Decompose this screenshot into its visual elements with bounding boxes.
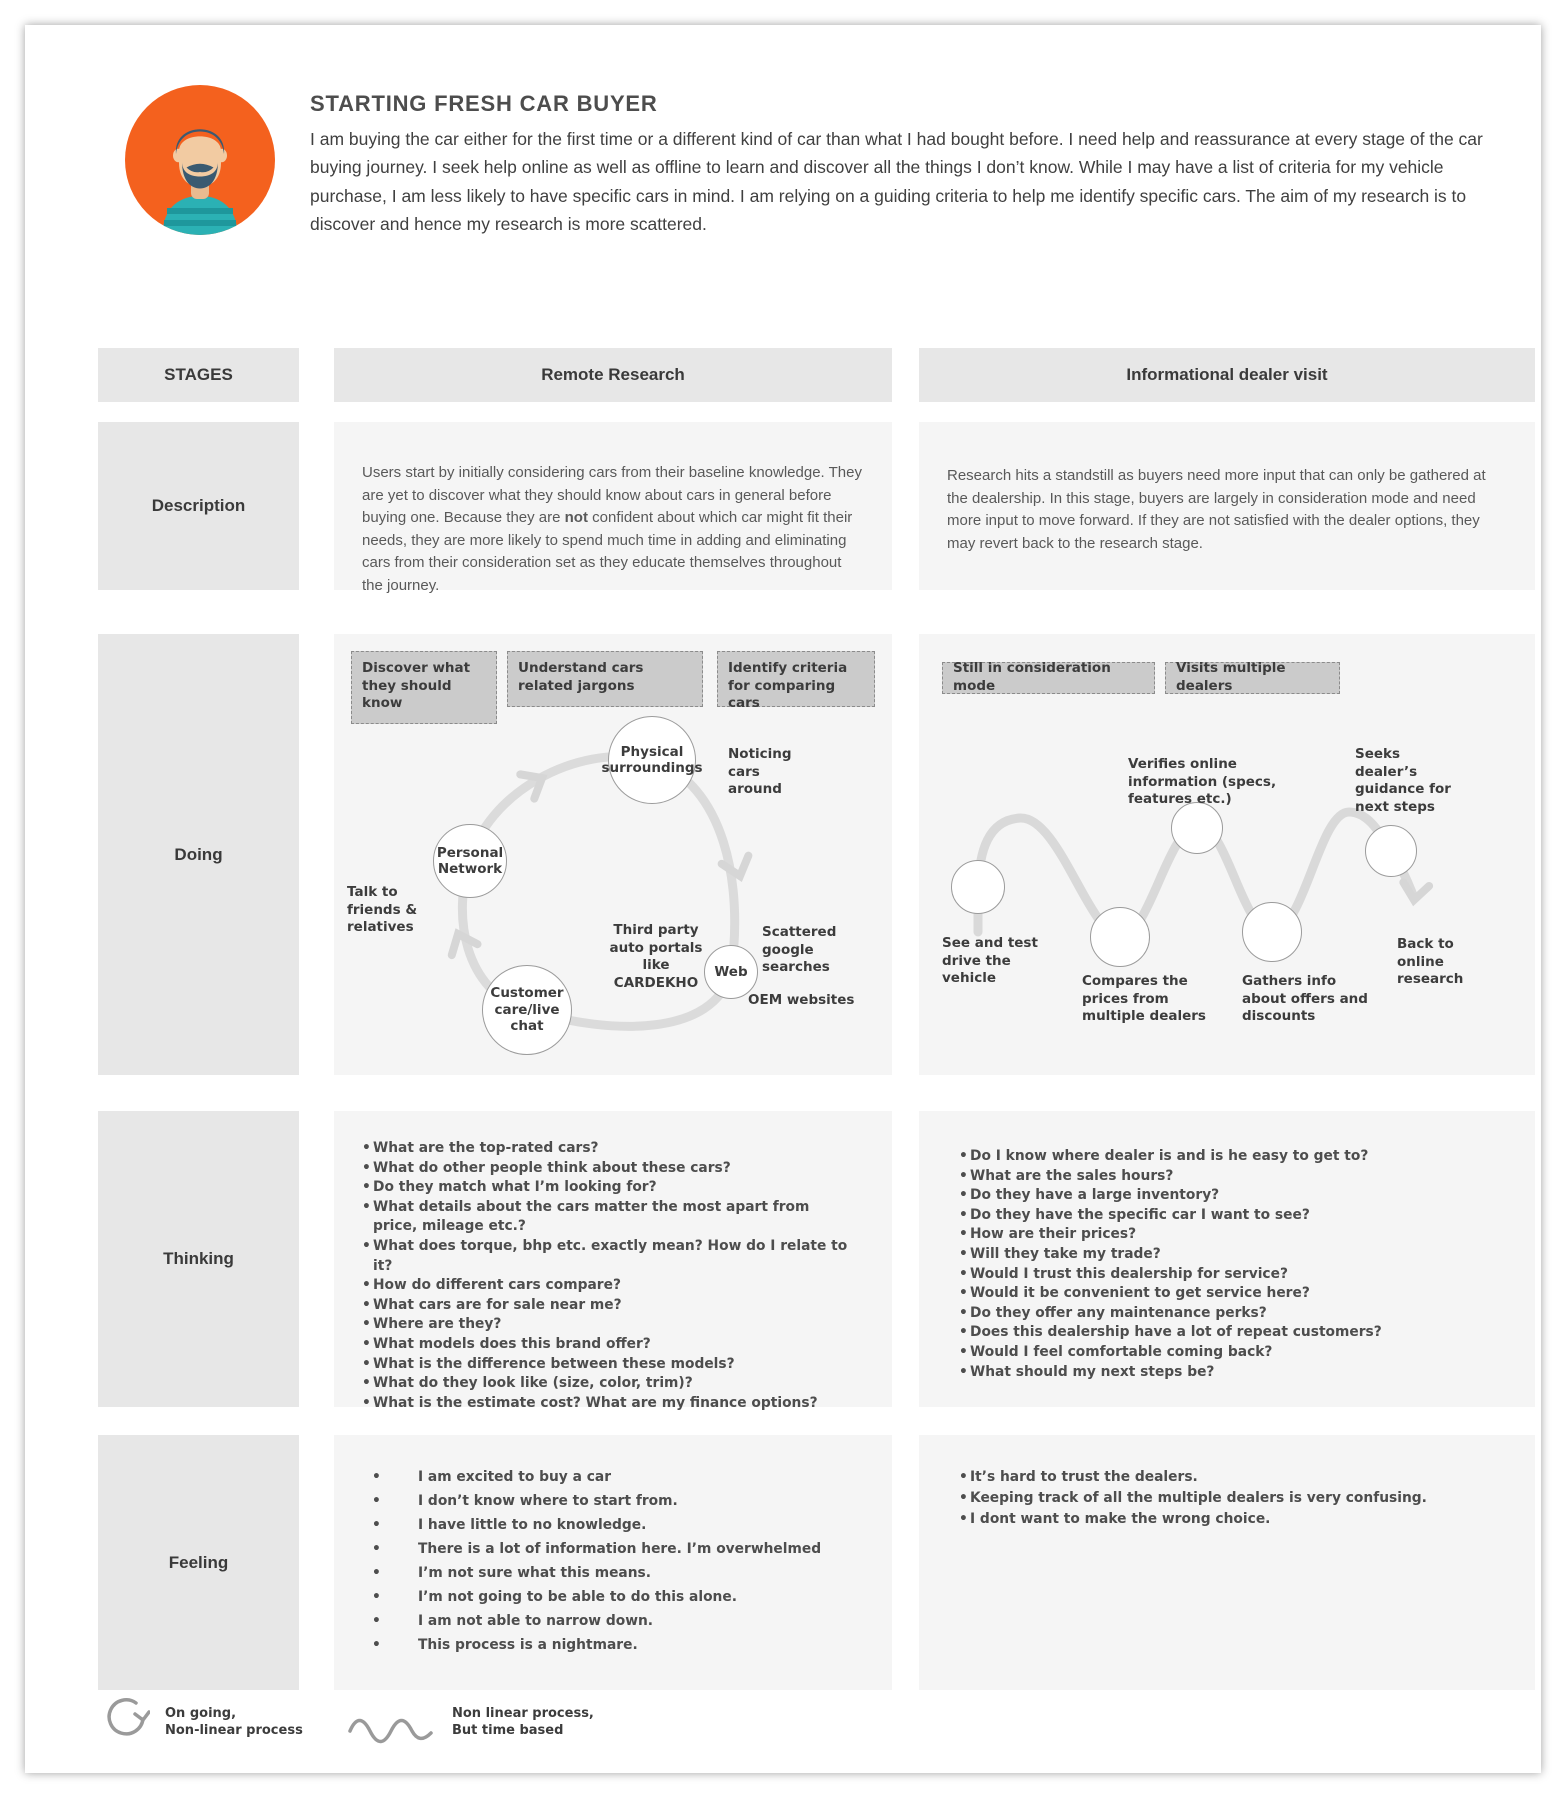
dealer-thinking-cell bbox=[919, 1111, 1535, 1407]
node-personal-network: Personal Network bbox=[433, 824, 507, 898]
feeling-item: • I am excited to buy a car bbox=[362, 1465, 852, 1489]
stages-header-label: STAGES bbox=[164, 365, 233, 384]
dealer-journey-diagram bbox=[919, 634, 1535, 1075]
remote-research-header-label: Remote Research bbox=[541, 365, 685, 384]
thinking-question-item: • Would I trust this dealership for service? bbox=[959, 1265, 1495, 1285]
node-web: Web bbox=[704, 945, 758, 999]
thinking-question-item: • Does this dealership have a lot of repeat customers? bbox=[959, 1323, 1495, 1343]
thinking-question-item: • How do different cars compare? bbox=[362, 1276, 852, 1296]
persona-description: I am buying the car either for the first time or a different kind of car than what I had bought before. I need help and reassurance at every stage of the car buying journey. I seek help online as well as offline to learn and discover all the things I don’t know. While I may have a list of criteria for my vehicle purchase, I am less likely to have specific cars in mind. I am relying on a guiding criteria to help me identify specific cars. The aim of my research is to discover and hence my research is more scattered. bbox=[310, 129, 1483, 235]
step-node-gathers-offers bbox=[1242, 902, 1302, 962]
thinking-question-item: • Would it be convenient to get service here? bbox=[959, 1284, 1495, 1304]
persona-card bbox=[25, 25, 1541, 1773]
remote-feeling-cell bbox=[334, 1435, 892, 1690]
thinking-question-item: • What does torque, bhp etc. exactly mean? How do I relate to it? bbox=[362, 1237, 852, 1276]
label-back-to-online-research: Back to online research bbox=[1397, 936, 1464, 988]
thinking-question-item: • What is the difference between these models? bbox=[362, 1355, 852, 1375]
legend-ongoing-line2: Non-linear process bbox=[165, 1723, 303, 1738]
feeling-item: • I’m not going to be able to do this alone. bbox=[362, 1585, 852, 1609]
step-node-test-drive bbox=[951, 860, 1005, 914]
label-scattered-google-searches: Scattered google searches bbox=[762, 924, 837, 976]
remote-research-column-header bbox=[334, 348, 892, 402]
legend-ongoing-label bbox=[165, 1705, 303, 1739]
stage-label-feeling bbox=[98, 1435, 299, 1690]
remote-description-text bbox=[334, 422, 892, 597]
label-talk-to-friends-relatives: Talk to friends & relatives bbox=[347, 884, 418, 936]
legend-nonlinear-line1: Non linear process, bbox=[452, 1706, 594, 1721]
label-verifies-online-information: Verifies online information (specs, features etc.) bbox=[1128, 756, 1277, 808]
dealer-feeling-list bbox=[919, 1435, 1535, 1530]
legend-nonlinear-line2: But time based bbox=[452, 1723, 564, 1738]
thinking-question-item: • What models does this brand offer? bbox=[362, 1335, 852, 1355]
persona-avatar bbox=[125, 85, 275, 235]
dealer-visit-header-label: Informational dealer visit bbox=[1126, 365, 1328, 384]
label-compares-prices: Compares the prices from multiple dealers bbox=[1082, 973, 1206, 1025]
stage-label-description bbox=[98, 422, 299, 590]
label-gathers-info-offers: Gathers info about offers and discounts bbox=[1242, 973, 1368, 1025]
feeling-item: • I’m not sure what this means. bbox=[362, 1561, 852, 1585]
tag-understand-cars-related-jargons: Understand cars related jargons bbox=[507, 651, 703, 707]
thinking-question-item: • What cars are for sale near me? bbox=[362, 1296, 852, 1316]
legend-nonlinear-label bbox=[452, 1705, 594, 1739]
thinking-question-item: • Do they have the specific car I want to see? bbox=[959, 1206, 1495, 1226]
thinking-question-item: • Do they have a large inventory? bbox=[959, 1186, 1495, 1206]
stages-column-header bbox=[98, 348, 299, 402]
remote-description-cell bbox=[334, 422, 892, 594]
thinking-question-item: • What do other people think about these cars? bbox=[362, 1159, 852, 1179]
step-node-verifies-online-info bbox=[1171, 802, 1223, 854]
tag-visits-multiple-dealers: Visits multiple dealers bbox=[1165, 662, 1340, 694]
node-physical-surroundings: Physical surroundings bbox=[608, 716, 696, 804]
persona-title: STARTING FRESH CAR BUYER bbox=[310, 91, 658, 116]
thinking-question-item: • What are the sales hours? bbox=[959, 1167, 1495, 1187]
step-node-seeks-guidance bbox=[1365, 825, 1417, 877]
thinking-stage-label: Thinking bbox=[163, 1249, 234, 1268]
tag-discover-what-they-should-know: Discover what they should know bbox=[351, 651, 497, 724]
tag-still-in-consideration-mode: Still in consideration mode bbox=[942, 662, 1155, 694]
thinking-question-item: • What are the top-rated cars? bbox=[362, 1139, 852, 1159]
dealer-description-text: Research hits a standstill as buyers need more input that can only be gathered at the dealership. In this stage, buyers are largely in consideration mode and need more input to move forward. If they are not satisfied with the dealer options, they may revert back to the research stage. bbox=[947, 467, 1486, 552]
feeling-item: • There is a lot of information here. I’m overwhelmed bbox=[362, 1537, 852, 1561]
doing-stage-label: Doing bbox=[174, 844, 223, 864]
feeling-stage-label: Feeling bbox=[168, 1552, 229, 1572]
label-third-party-auto-portals: Third party auto portals like CARDEKHO bbox=[609, 922, 703, 991]
wavy-line-icon bbox=[347, 1713, 437, 1745]
remote-description-pre: Users start by initially considering cars from their baseline knowledge. They are yet to discover what they should know about cars in general before buying one. Because they are bbox=[362, 464, 862, 526]
remote-thinking-cell bbox=[334, 1111, 892, 1411]
thinking-question-item: • What should my next steps be? bbox=[959, 1363, 1495, 1383]
label-noticing-cars-around: Noticing cars around bbox=[728, 746, 792, 798]
remote-feeling-list bbox=[334, 1435, 892, 1657]
node-customer-care-live-chat: Customer care/live chat bbox=[482, 965, 572, 1055]
dealer-description-cell bbox=[919, 422, 1535, 590]
remote-description-bold-word: not bbox=[564, 509, 588, 526]
thinking-question-item: • Would I feel comfortable coming back? bbox=[959, 1343, 1495, 1363]
legend-ongoing-line1: On going, bbox=[165, 1706, 237, 1721]
dealer-visit-column-header bbox=[919, 348, 1535, 402]
dealer-doing-cell bbox=[919, 634, 1535, 1075]
dealer-feeling-cell bbox=[919, 1435, 1535, 1690]
label-see-and-test-drive: See and test drive the vehicle bbox=[942, 935, 1038, 987]
tag-identify-criteria-for-comparing-cars: Identify criteria for comparing cars bbox=[717, 651, 875, 707]
dealer-thinking-list bbox=[919, 1111, 1535, 1382]
circular-arrow-icon bbox=[100, 1693, 150, 1745]
remote-description-post: confident about which car might fit their needs, they are more likely to spend much time in adding and eliminating cars from their consideration set as they educate themselves throughout the journey. bbox=[362, 509, 853, 594]
step-node-compares-prices bbox=[1090, 907, 1150, 967]
thinking-question-item: • What details about the cars matter the most apart from price, mileage etc.? bbox=[362, 1198, 852, 1237]
stage-label-doing bbox=[98, 634, 299, 1075]
thinking-question-item: • What is the estimate cost? What are my finance options? bbox=[362, 1394, 852, 1414]
feeling-item: • Keeping track of all the multiple dealers is very confusing. bbox=[959, 1488, 1495, 1509]
label-seeks-dealers-guidance: Seeks dealer’s guidance for next steps bbox=[1355, 746, 1451, 815]
thinking-question-item: • What do they look like (size, color, trim)? bbox=[362, 1374, 852, 1394]
remote-doing-cell bbox=[334, 634, 892, 1075]
thinking-question-item: • How are their prices? bbox=[959, 1225, 1495, 1245]
thinking-question-item: • Do they offer any maintenance perks? bbox=[959, 1304, 1495, 1324]
description-stage-label: Description bbox=[151, 496, 246, 515]
feeling-item: • It’s hard to trust the dealers. bbox=[959, 1467, 1495, 1488]
label-oem-websites: OEM websites bbox=[748, 992, 855, 1008]
feeling-item: • This process is a nightmare. bbox=[362, 1633, 852, 1657]
remote-thinking-list bbox=[334, 1111, 892, 1413]
feeling-item: • I am not able to narrow down. bbox=[362, 1609, 852, 1633]
thinking-question-item: • Where are they? bbox=[362, 1315, 852, 1335]
thinking-question-item: • Do I know where dealer is and is he easy to get to? bbox=[959, 1147, 1495, 1167]
stage-label-thinking bbox=[98, 1111, 299, 1407]
thinking-question-item: • Do they match what I’m looking for? bbox=[362, 1178, 852, 1198]
feeling-item: • I have little to no knowledge. bbox=[362, 1513, 852, 1537]
thinking-question-item: • Will they take my trade? bbox=[959, 1245, 1495, 1265]
feeling-item: • I don’t know where to start from. bbox=[362, 1489, 852, 1513]
feeling-item: • I dont want to make the wrong choice. bbox=[959, 1509, 1495, 1530]
